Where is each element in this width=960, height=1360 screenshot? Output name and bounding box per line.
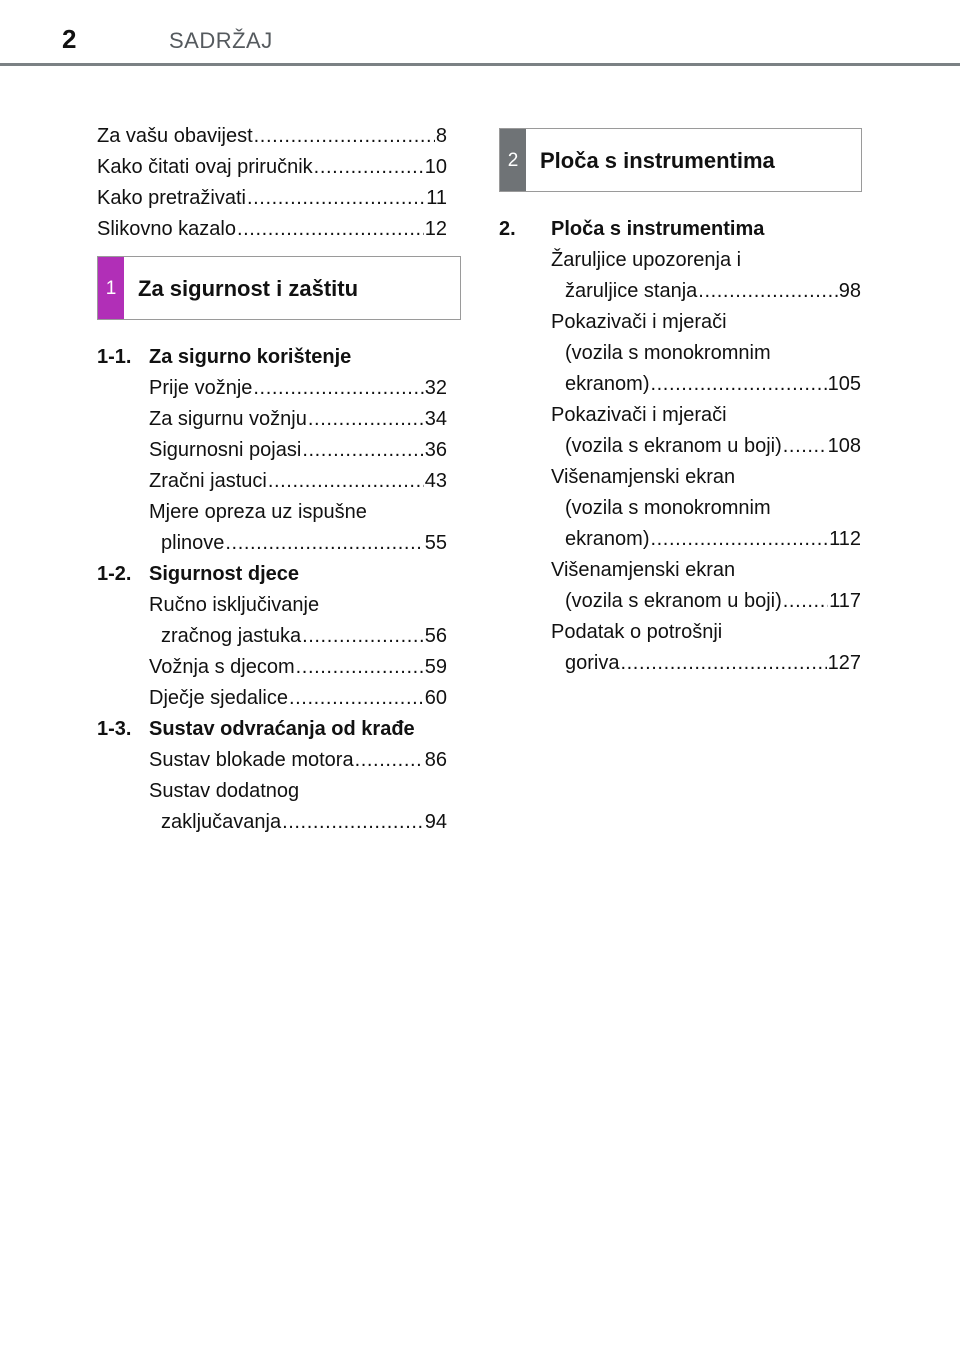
toc-item-label-continued: (vozila s ekranom u boji) <box>565 590 782 612</box>
toc-entry-page: 10 <box>424 156 447 178</box>
toc-item-label-continued: (vozila s monokromnim <box>565 497 771 519</box>
toc-item[interactable] <box>149 652 447 683</box>
toc-item-label-continued: ekranom) <box>565 528 650 550</box>
toc-item-label-continued: žaruljice stanja <box>565 280 698 302</box>
toc-item-page: 86 <box>424 749 447 771</box>
toc-item-label: Sigurnosni pojasi <box>149 439 302 461</box>
dot-leader <box>237 214 424 245</box>
chapter-title: Ploča s instrumentima <box>551 218 765 240</box>
dot-leader <box>308 404 424 435</box>
toc-item[interactable] <box>149 373 447 404</box>
toc-item-page: 98 <box>838 280 861 302</box>
chapter-number: 2. <box>499 218 516 240</box>
toc-entry-page: 11 <box>426 187 447 209</box>
chapter-title: Sustav odvraćanja od krađe <box>149 718 415 740</box>
toc-entry-page: 12 <box>424 218 447 240</box>
toc-item[interactable] <box>551 400 861 462</box>
toc-item-page: 105 <box>827 373 861 395</box>
toc-entry-label: Kako čitati ovaj priručnik <box>97 156 313 178</box>
toc-item[interactable] <box>149 745 447 776</box>
header-divider <box>0 63 960 66</box>
toc-item-label-continued: zaključavanja <box>161 811 282 833</box>
toc-entry-intro[interactable] <box>97 121 447 152</box>
toc-item-label-continued: (vozila s ekranom u boji) <box>565 435 782 457</box>
chapter-heading[interactable] <box>97 559 447 590</box>
toc-item-page: 34 <box>424 408 447 430</box>
dot-leader <box>783 431 827 462</box>
right-column <box>499 128 861 679</box>
dot-leader <box>225 528 423 559</box>
toc-item-page: 117 <box>829 590 861 612</box>
toc-item[interactable] <box>149 776 447 838</box>
dot-leader <box>355 745 424 776</box>
dot-leader <box>268 466 424 497</box>
toc-entry-intro[interactable] <box>97 152 447 183</box>
toc-item-page: 36 <box>424 439 447 461</box>
left-column <box>97 121 447 838</box>
toc-item-label: Sustav blokade motora <box>149 749 354 771</box>
toc-item-label: Višenamjenski ekran <box>551 559 736 581</box>
toc-item-page: 112 <box>829 528 861 550</box>
toc-entry-label: Za vašu obavijest <box>97 125 253 147</box>
section-1-tab: 1 <box>98 257 124 319</box>
dot-leader <box>314 152 424 183</box>
chapter-title: Za sigurno korištenje <box>149 346 352 368</box>
toc-item-label: Mjere opreza uz ispušne <box>149 501 367 523</box>
section-1-title: Za sigurnost i zaštitu <box>138 275 359 301</box>
chapter-heading[interactable] <box>97 714 447 745</box>
toc-item-label: Vožnja s djecom <box>149 656 295 678</box>
page-number: 2 <box>62 24 77 54</box>
toc-item[interactable] <box>149 435 447 466</box>
toc-item-page: 32 <box>424 377 447 399</box>
dot-leader <box>253 373 423 404</box>
toc-item[interactable] <box>149 683 447 714</box>
dot-leader <box>282 807 424 838</box>
toc-item[interactable] <box>551 555 861 617</box>
chapter-number: 1-2. <box>97 563 132 585</box>
toc-item-label: Podatak o potrošnji <box>551 621 723 643</box>
dot-leader <box>289 683 424 714</box>
dot-leader <box>650 369 826 400</box>
section-2-title: Ploča s instrumentima <box>540 147 775 173</box>
toc-item[interactable] <box>149 497 447 559</box>
dot-leader <box>620 648 826 679</box>
toc-item[interactable] <box>551 462 861 555</box>
chapter-number: 1-3. <box>97 718 132 740</box>
page-header <box>0 0 960 68</box>
toc-item-label: Žaruljice upozorenja i <box>551 249 742 271</box>
toc-item-label-continued: ekranom) <box>565 373 650 395</box>
toc-entry-intro[interactable] <box>97 183 447 214</box>
toc-item-label: Višenamjenski ekran <box>551 466 736 488</box>
toc-entry-intro[interactable] <box>97 214 447 245</box>
toc-item[interactable] <box>551 307 861 400</box>
chapter-number: 1-1. <box>97 346 132 368</box>
toc-item-label-continued: plinove <box>161 532 225 554</box>
dot-leader <box>302 621 424 652</box>
dot-leader <box>296 652 424 683</box>
toc-entry-label: Slikovno kazalo <box>97 218 236 240</box>
dot-leader <box>302 435 423 466</box>
section-2-header[interactable] <box>499 128 862 192</box>
toc-item-label: Za sigurnu vožnju <box>149 408 307 430</box>
header-title: SADRŽAJ <box>169 28 273 53</box>
toc-item-page: 60 <box>424 687 447 709</box>
toc-item-page: 94 <box>424 811 447 833</box>
toc-item-label-continued: (vozila s monokromnim <box>565 342 771 364</box>
dot-leader <box>650 524 828 555</box>
toc-item-label: Pokazivači i mjerači <box>551 404 727 426</box>
dot-leader <box>783 586 828 617</box>
toc-item[interactable] <box>149 590 447 652</box>
toc-entry-label: Kako pretraživati <box>97 187 246 209</box>
section-2-tab: 2 <box>500 129 526 191</box>
toc-item-label: Sustav dodatnog <box>149 780 300 802</box>
dot-leader <box>698 276 837 307</box>
toc-item-label: Prije vožnje <box>149 377 253 399</box>
section-1-header[interactable] <box>97 256 461 320</box>
dot-leader <box>254 121 435 152</box>
toc-item-page: 59 <box>424 656 447 678</box>
toc-item-label: Ručno isključivanje <box>149 594 320 616</box>
toc-item-page: 55 <box>424 532 447 554</box>
toc-item-label: Zračni jastuci <box>149 470 267 492</box>
toc-item[interactable] <box>149 404 447 435</box>
toc-item-page: 108 <box>827 435 861 457</box>
toc-item[interactable] <box>551 245 861 307</box>
toc-item-page: 56 <box>424 625 447 647</box>
toc-item-page: 127 <box>827 652 861 674</box>
chapter-heading[interactable] <box>97 342 447 373</box>
toc-item-label: Pokazivači i mjerači <box>551 311 727 333</box>
toc-item-label-continued: goriva <box>565 652 620 674</box>
toc-entry-page: 8 <box>435 125 447 147</box>
toc-item-label-continued: zračnog jastuka <box>161 625 302 647</box>
toc-item[interactable] <box>551 617 861 679</box>
toc-item-label: Dječje sjedalice <box>149 687 288 709</box>
dot-leader <box>247 183 425 214</box>
toc-item-page: 43 <box>424 470 447 492</box>
chapter-heading[interactable] <box>499 214 861 245</box>
toc-item[interactable] <box>149 466 447 497</box>
chapter-title: Sigurnost djece <box>149 563 300 585</box>
